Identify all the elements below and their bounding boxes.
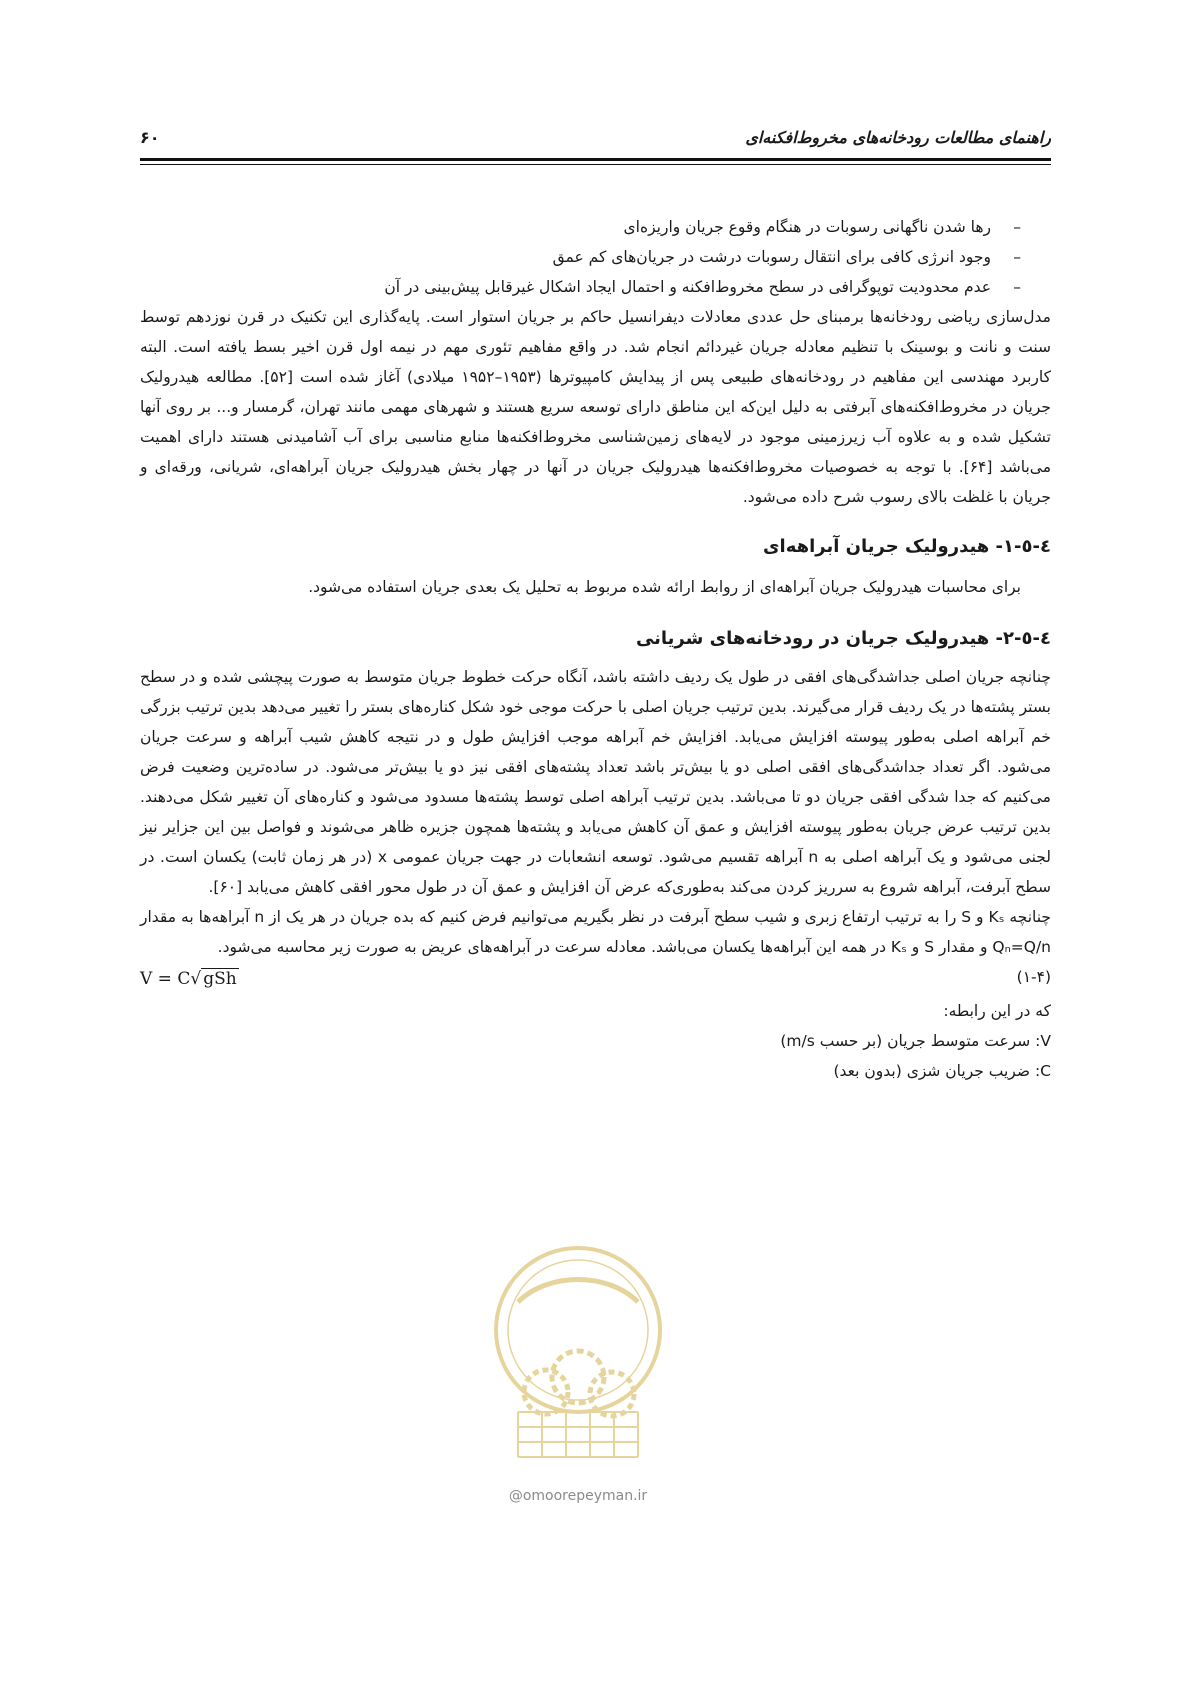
equation-definitions [780, 996, 1051, 1086]
list-item: –رها شدن ناگهانی رسوبات در هنگام وقوع جریان واریزه‌ای [140, 212, 1021, 242]
bullet-dash: – [1013, 248, 1021, 266]
header-rule-thick [140, 158, 1051, 161]
equation-number: (۱-۴) [1016, 968, 1051, 986]
sqrt-sign: √ [190, 969, 202, 989]
header-rule-thin [140, 164, 1051, 165]
definition-chezy: C: ضریب جریان شزی (بدون بعد) [833, 1062, 1051, 1080]
equation-block [140, 962, 1051, 1162]
watermark-logo [478, 1242, 678, 1482]
sqrt-radicand: gSh [203, 969, 237, 989]
velocity-equation: V = C√ gSh [140, 969, 237, 989]
watermark-url: @omoorepeyman.ir [508, 1488, 648, 1504]
body-content [140, 212, 1051, 1162]
running-header-title: راهنمای مطالعات رودخانه‌های مخروط‌افکنه‌ای [745, 128, 1051, 147]
section2-paragraph-1: چنانچه جریان اصلی جداشدگی‌های افقی در طول یک ردیف داشته باشد، آنگاه حرکت خطوط جریان متوسط به صورت پیچشی شده و در سطح بستر پشته‌ها در یک ردیف قرار می‌گیرند. بدین ترتیب جریان اصلی با حرکت موجی خود شکل کناره‌های بستر را تغییر می‌دهد بدین ترتیب بزرگی خم آبراهه اصلی به‌طور پیوسته افزایش می‌یابد. افزایش خم آبراهه موجب افزایش طول و در نتیجه کاهش شیب آبراهه و سرعت جریان می‌شود. اگر تعداد جداشدگی‌های افقی اصلی دو یا بیش‌تر باشد تعداد پشته‌های افقی نیز دو یا بیش‌تر می‌شود. در ساده‌ترین وضعیت فرض می‌کنیم که جدا شدگی افقی جریان دو تا می‌باشد. بدین ترتیب آبراهه اصلی توسط پشته‌ها مسدود می‌شود و کناره‌های آن تغییر شکل می‌دهند. بدین ترتیب عرض جریان به‌طور پیوسته افزایش و عمق آن کاهش می‌یابد و پشته‌ها همچون جزیره ظاهر می‌شوند و فواصل بین این جزایر نیز لجنی می‌شود و یک آبراهه اصلی به n آبراهه تقسیم می‌شود. توسعه انشعابات در جهت جریان عمومی x (در هر زمان ثابت) یکسان است. در سطح آبرفت، آبراهه شروع به سرریز کردن می‌کند به‌طوری‌که عرض آن افزایش و عمق آن در طول محور افقی کاهش می‌یابد [۶۰]. [140, 668, 1051, 896]
definition-velocity: V: سرعت متوسط جریان (بر حسب m/s) [780, 1032, 1051, 1050]
section2-paragraph-2: چنانچه Kₛ و S را به ترتیب ارتفاع زبری و شیب سطح آبرفت در نظر بگیریم می‌توانیم فرض کنیم که بده جریان در هر یک از n آبراهه‌ها به مقدار Qₙ=Q/n و مقدار S و Kₛ در همه این آبراهه‌ها یکسان می‌باشد. معادله سرعت در آبراهه‌های عریض به صورت زیر محاسبه می‌شود. [140, 908, 1051, 956]
list-item: –عدم محدودیت توپوگرافی در سطح مخروط‌افکنه و احتمال ایجاد اشکال غیرقابل پیش‌بینی در آن [140, 272, 1021, 302]
bullet-dash: – [1013, 278, 1021, 296]
section-heading-channel-hydraulics: ٤-٥-١- هیدرولیک جریان آبراهه‌ای [763, 536, 1051, 557]
page-number: ۶۰ [140, 128, 160, 147]
definitions-intro: که در این رابطه: [943, 1002, 1051, 1020]
list-item: –وجود انرژی کافی برای انتقال رسوبات درشت در جریان‌های کم عمق [140, 242, 1021, 272]
bullet-dash: – [1013, 218, 1021, 236]
bullet-list [140, 212, 1021, 302]
intro-paragraph: مدل‌سازی ریاضی رودخانه‌ها برمبنای حل عددی معادلات دیفرانسیل حاکم بر جریان استوار است. پایه‌گذاری این تکنیک در قرن نوزدهم توسط سنت و نانت و بوسینک با تنظیم معادله جریان غیردائم انجام شد. در واقع مفاهیم تئوری مهم در نیمه اول قرن اخیر بسط یافته است. البته کاربرد مهندسی این مفاهیم در رودخانه‌های طبیعی پس از پیدایش کامپیوترها (۱۹۵۳–۱۹۵۲ میلادی) آغاز شده است [۵۲]. مطالعه هیدرولیک جریان در مخروط‌افکنه‌های آبرفتی به دلیل این‌که این مناطق دارای توسعه سریع هستند و شهرهای مهمی مانند تهران، گرمسار و... بر روی آنها تشکیل شده و به علاوه آب زیرزمینی موجود در لایه‌های زمین‌شناسی مخروط‌افکنه‌ها منابع مناسبی برای آب آشامیدنی هستند دارای اهمیت می‌باشد [۶۴]. با توجه به خصوصیات مخروط‌افکنه‌ها هیدرولیک جریان در آنها در چهار بخش هیدرولیک جریان آبراهه‌ای، شریانی، ورقه‌ای و جریان با غلظت بالای رسوب شرح داده می‌شود. [140, 308, 1051, 506]
section-heading-braided-rivers: ٤-٥-٢- هیدرولیک جریان در رودخانه‌های شریانی [635, 628, 1051, 649]
section1-paragraph: برای محاسبات هیدرولیک جریان آبراهه‌ای از روابط ارائه شده مربوط به تحلیل یک بعدی جریان استفاده می‌شود. [308, 578, 1021, 596]
